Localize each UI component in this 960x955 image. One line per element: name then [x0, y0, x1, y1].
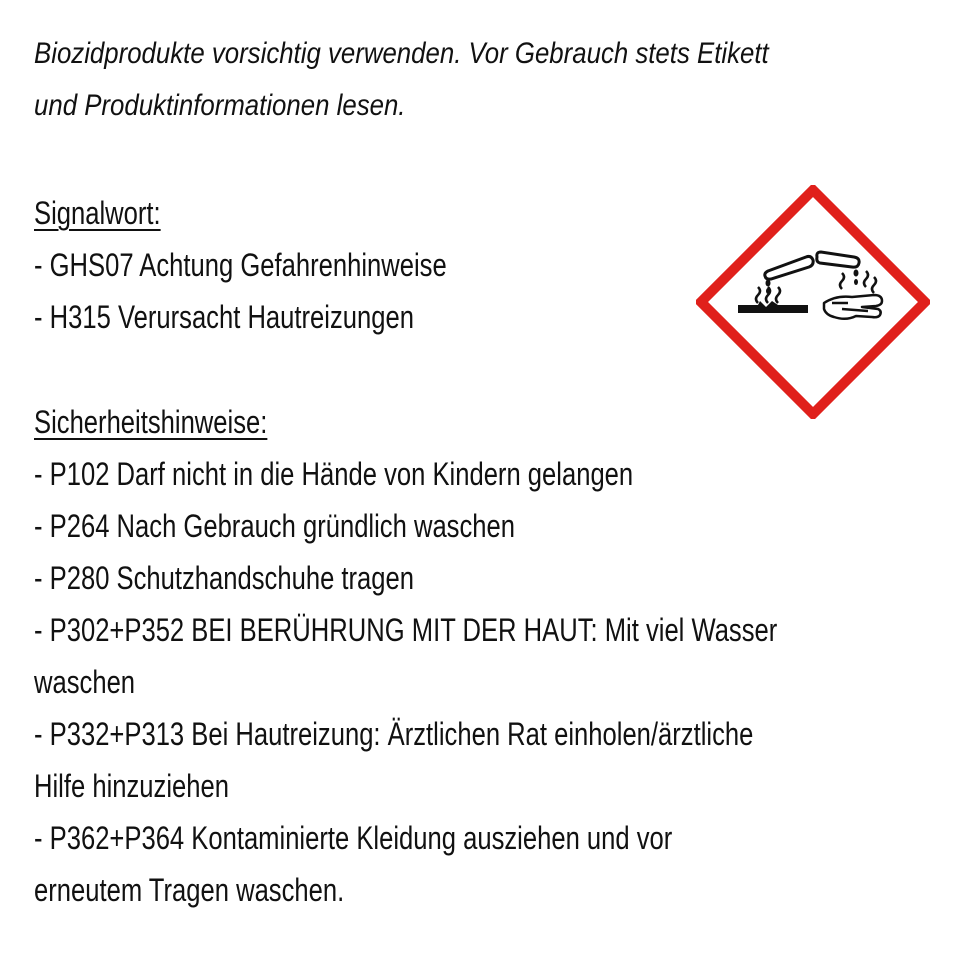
safety-line: - P302+P352 BEI BERÜHRUNG MIT DER HAUT: Mit viel Wasser	[34, 612, 778, 648]
signal-item: - GHS07 Achtung Gefahrenhinweise	[34, 247, 447, 283]
ghs05-corrosion-icon	[696, 185, 930, 419]
intro-line: und Produktinformationen lesen.	[34, 89, 406, 122]
safety-line: erneutem Tragen waschen.	[34, 872, 345, 908]
safety-line: - P102 Darf nicht in die Hände von Kindern gelangen	[34, 456, 634, 492]
safety-line: - P280 Schutzhandschuhe tragen	[34, 560, 414, 596]
signal-word-heading: Signalwort:	[34, 195, 161, 231]
safety-heading: Sicherheitshinweise:	[34, 404, 268, 440]
safety-line: - P332+P313 Bei Hautreizung: Ärztlichen Rat einholen/ärztliche	[34, 716, 754, 752]
pictogram-border	[701, 190, 925, 414]
safety-line: waschen	[34, 664, 136, 700]
intro-text	[34, 28, 808, 132]
intro-line: Biozidprodukte vorsichtig verwenden. Vor Gebrauch stets Etikett	[34, 37, 769, 70]
signal-item: - H315 Verursacht Hautreizungen	[34, 299, 414, 335]
signal-word-section	[34, 187, 447, 343]
safety-line: - P264 Nach Gebrauch gründlich waschen	[34, 508, 515, 544]
safety-line: Hilfe hinzuziehen	[34, 768, 229, 804]
safety-line: - P362+P364 Kontaminierte Kleidung ausziehen und vor	[34, 820, 673, 856]
hand	[824, 295, 882, 319]
safety-instructions-section	[34, 396, 922, 916]
